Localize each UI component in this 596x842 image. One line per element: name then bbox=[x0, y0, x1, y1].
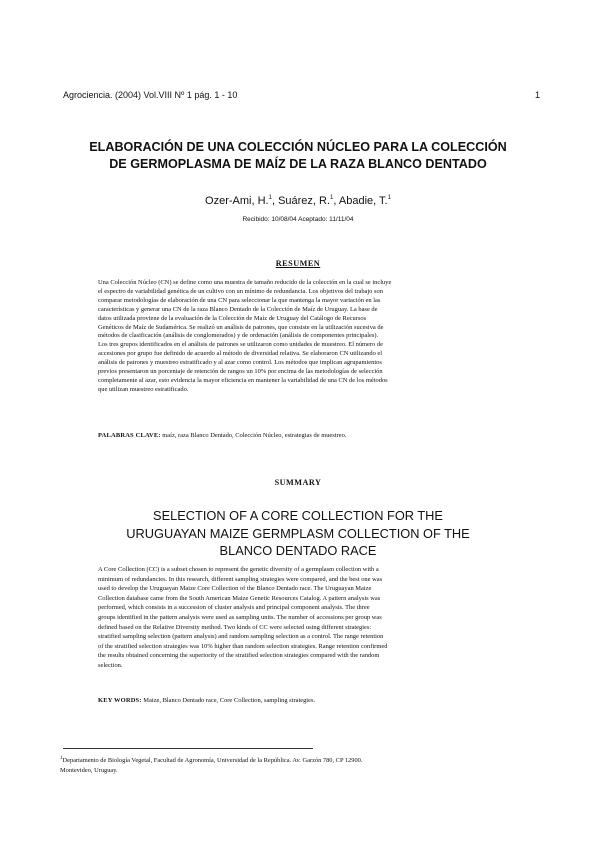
article-title-english bbox=[60, 507, 536, 560]
text-line: used to develop the Uruguayan Maize Core Collection of the Blanco Dentado race. The Uruguayan Maize bbox=[98, 585, 372, 593]
title-line: BLANCO DENTADO RACE bbox=[219, 543, 377, 558]
text-line: datos utilizada proviene de la evaluación de la Colección de Maíz de Uruguay del Catálogo de Recursos bbox=[98, 314, 367, 322]
article-title-spanish bbox=[50, 139, 546, 173]
text-line: Una Colección Núcleo (CN) se define como una muestra de tamaño reducido de la colección en la cual se incluye bbox=[98, 279, 392, 286]
text-line: of the stratified selection strategies was 10% higher than random selection strategies. Range retention confirmed bbox=[98, 642, 388, 650]
title-line: ELABORACIÓN DE UNA COLECCIÓN NÚCLEO PARA LA COLECCIÓN bbox=[89, 140, 507, 154]
journal-citation: Agrociencia. (2004) Vol.VIII Nº 1 pág. 1 - 10 bbox=[63, 90, 238, 100]
author-affiliation-mark: 1 bbox=[330, 195, 334, 201]
author-affiliation-mark: 1 bbox=[268, 195, 272, 201]
text-line: performed, which consists in a succession of cluster analysis and principal component analysis. The three bbox=[98, 604, 370, 612]
keywords-label: KEY WORDS: bbox=[98, 697, 142, 704]
text-line: selection. bbox=[98, 661, 123, 669]
text-line: análisis de patrones y muestreo estratificado y al azar como control. Los métodos que implican agrupamientos bbox=[98, 359, 382, 367]
key-words bbox=[98, 697, 508, 704]
text-line: completamente al azar, esto evidencia la mayor eficiencia en mantener la variabilidad de una CN de los métodos bbox=[98, 376, 388, 384]
author-affiliation-mark: 1 bbox=[387, 195, 391, 201]
text-line: el espectro de variabilidad genética de un cultivo con un mínimo de redundancia. Los objetivos del trabajo son bbox=[98, 287, 383, 295]
text-line: A Core Collection (CC) is a subset chosen to represent the genetic diversity of a germplasm collection with a bbox=[98, 566, 379, 573]
received-accepted-dates: Recibido: 10/08/04 Aceptado: 11/11/04 bbox=[242, 216, 354, 223]
resumen-heading: RESUMEN bbox=[275, 259, 321, 268]
text-line: defined based on the Relative Diversity method. Two kinds of CC were selected using different strategies: bbox=[98, 623, 372, 631]
footnote bbox=[60, 754, 500, 775]
keywords-text: maíz, raza Blanco Dentado, Colección Núcleo, estrategias de muestreo. bbox=[160, 432, 347, 439]
text-line: Los tres grupos identificados en el análisis de patrones se utilizaron como unidades de muestreo. El número de bbox=[98, 341, 383, 349]
authors bbox=[0, 195, 596, 207]
keywords-label: PALABRAS CLAVE: bbox=[98, 432, 161, 439]
text-line: comparar metodologías de elaboración de una CN para seleccionar la que mantenga la mayor variación en las bbox=[98, 296, 381, 304]
text-line: minimum of redundancies. In this research, different sampling strategies were compared, and the best one was bbox=[98, 575, 383, 583]
text-line: que utilizan muestreo estratificado. bbox=[98, 385, 189, 393]
footnote-text: Montevideo, Uruguay. bbox=[60, 766, 118, 774]
footnote-divider bbox=[63, 748, 313, 749]
text-line: the results obtained concerning the superiority of the stratified selection strategies compared with the random bbox=[98, 652, 380, 660]
footnote-mark: 1 bbox=[60, 756, 63, 761]
footnote-text: Departamento de Biología Vegetal, Facultad de Agronomía, Universidad de la República. Av. Garzón 780, CP 12900. bbox=[62, 757, 363, 764]
text-line: Collection database came from the South American Maize Genetic Resources Catalog. A pattern analysis was bbox=[98, 594, 381, 602]
palabras-clave bbox=[98, 432, 508, 439]
title-line: DE GERMOPLASMA DE MAÍZ DE LA RAZA BLANCO DENTADO bbox=[109, 157, 487, 171]
text-line: accesiones por grupo fue definido de acuerdo al método de diversidad relativa. Se elaboraron CN utilizando el bbox=[98, 350, 383, 358]
text-line: Genéticos de Maíz de Sudamérica. Se realizó un análisis de patrones, que consiste en la utilización sucesiva de bbox=[98, 323, 384, 331]
text-line: groups identified in the pattern analysis were used as sampling units. The number of accessions per group was bbox=[98, 613, 382, 621]
text-line: previos presentaron un porcentaje de retención de rangos un 10% por encima de las metodologías de selección bbox=[98, 368, 383, 376]
title-line: SELECTION OF A CORE COLLECTION FOR THE bbox=[153, 508, 443, 523]
summary-body bbox=[98, 565, 508, 671]
keywords-text: Maize, Blanco Dentado race, Core Collection, sampling strategies. bbox=[141, 697, 316, 704]
title-line: URUGUAYAN MAIZE GERMPLASM COLLECTION OF THE bbox=[126, 525, 470, 541]
page-number: 1 bbox=[534, 90, 540, 100]
text-line: características y generar una CN de la raza Blanco Dentado de la Colección de Maíz de Uruguay. La base de bbox=[98, 305, 378, 313]
author-name: , Abadie, T. bbox=[333, 195, 388, 207]
summary-heading: SUMMARY bbox=[274, 478, 322, 487]
text-line: métodos de clasificación (análisis de conglomerados) y de ordenación (análisis de componentes principales). bbox=[98, 332, 379, 340]
author-name: Ozer-Ami, H. bbox=[205, 195, 269, 207]
resumen-body bbox=[98, 279, 506, 395]
text-line: stratified sampling selection (pattern analysis) and random sampling selection as a control. The range retention bbox=[98, 633, 384, 641]
author-name: , Suárez, R. bbox=[271, 195, 331, 207]
